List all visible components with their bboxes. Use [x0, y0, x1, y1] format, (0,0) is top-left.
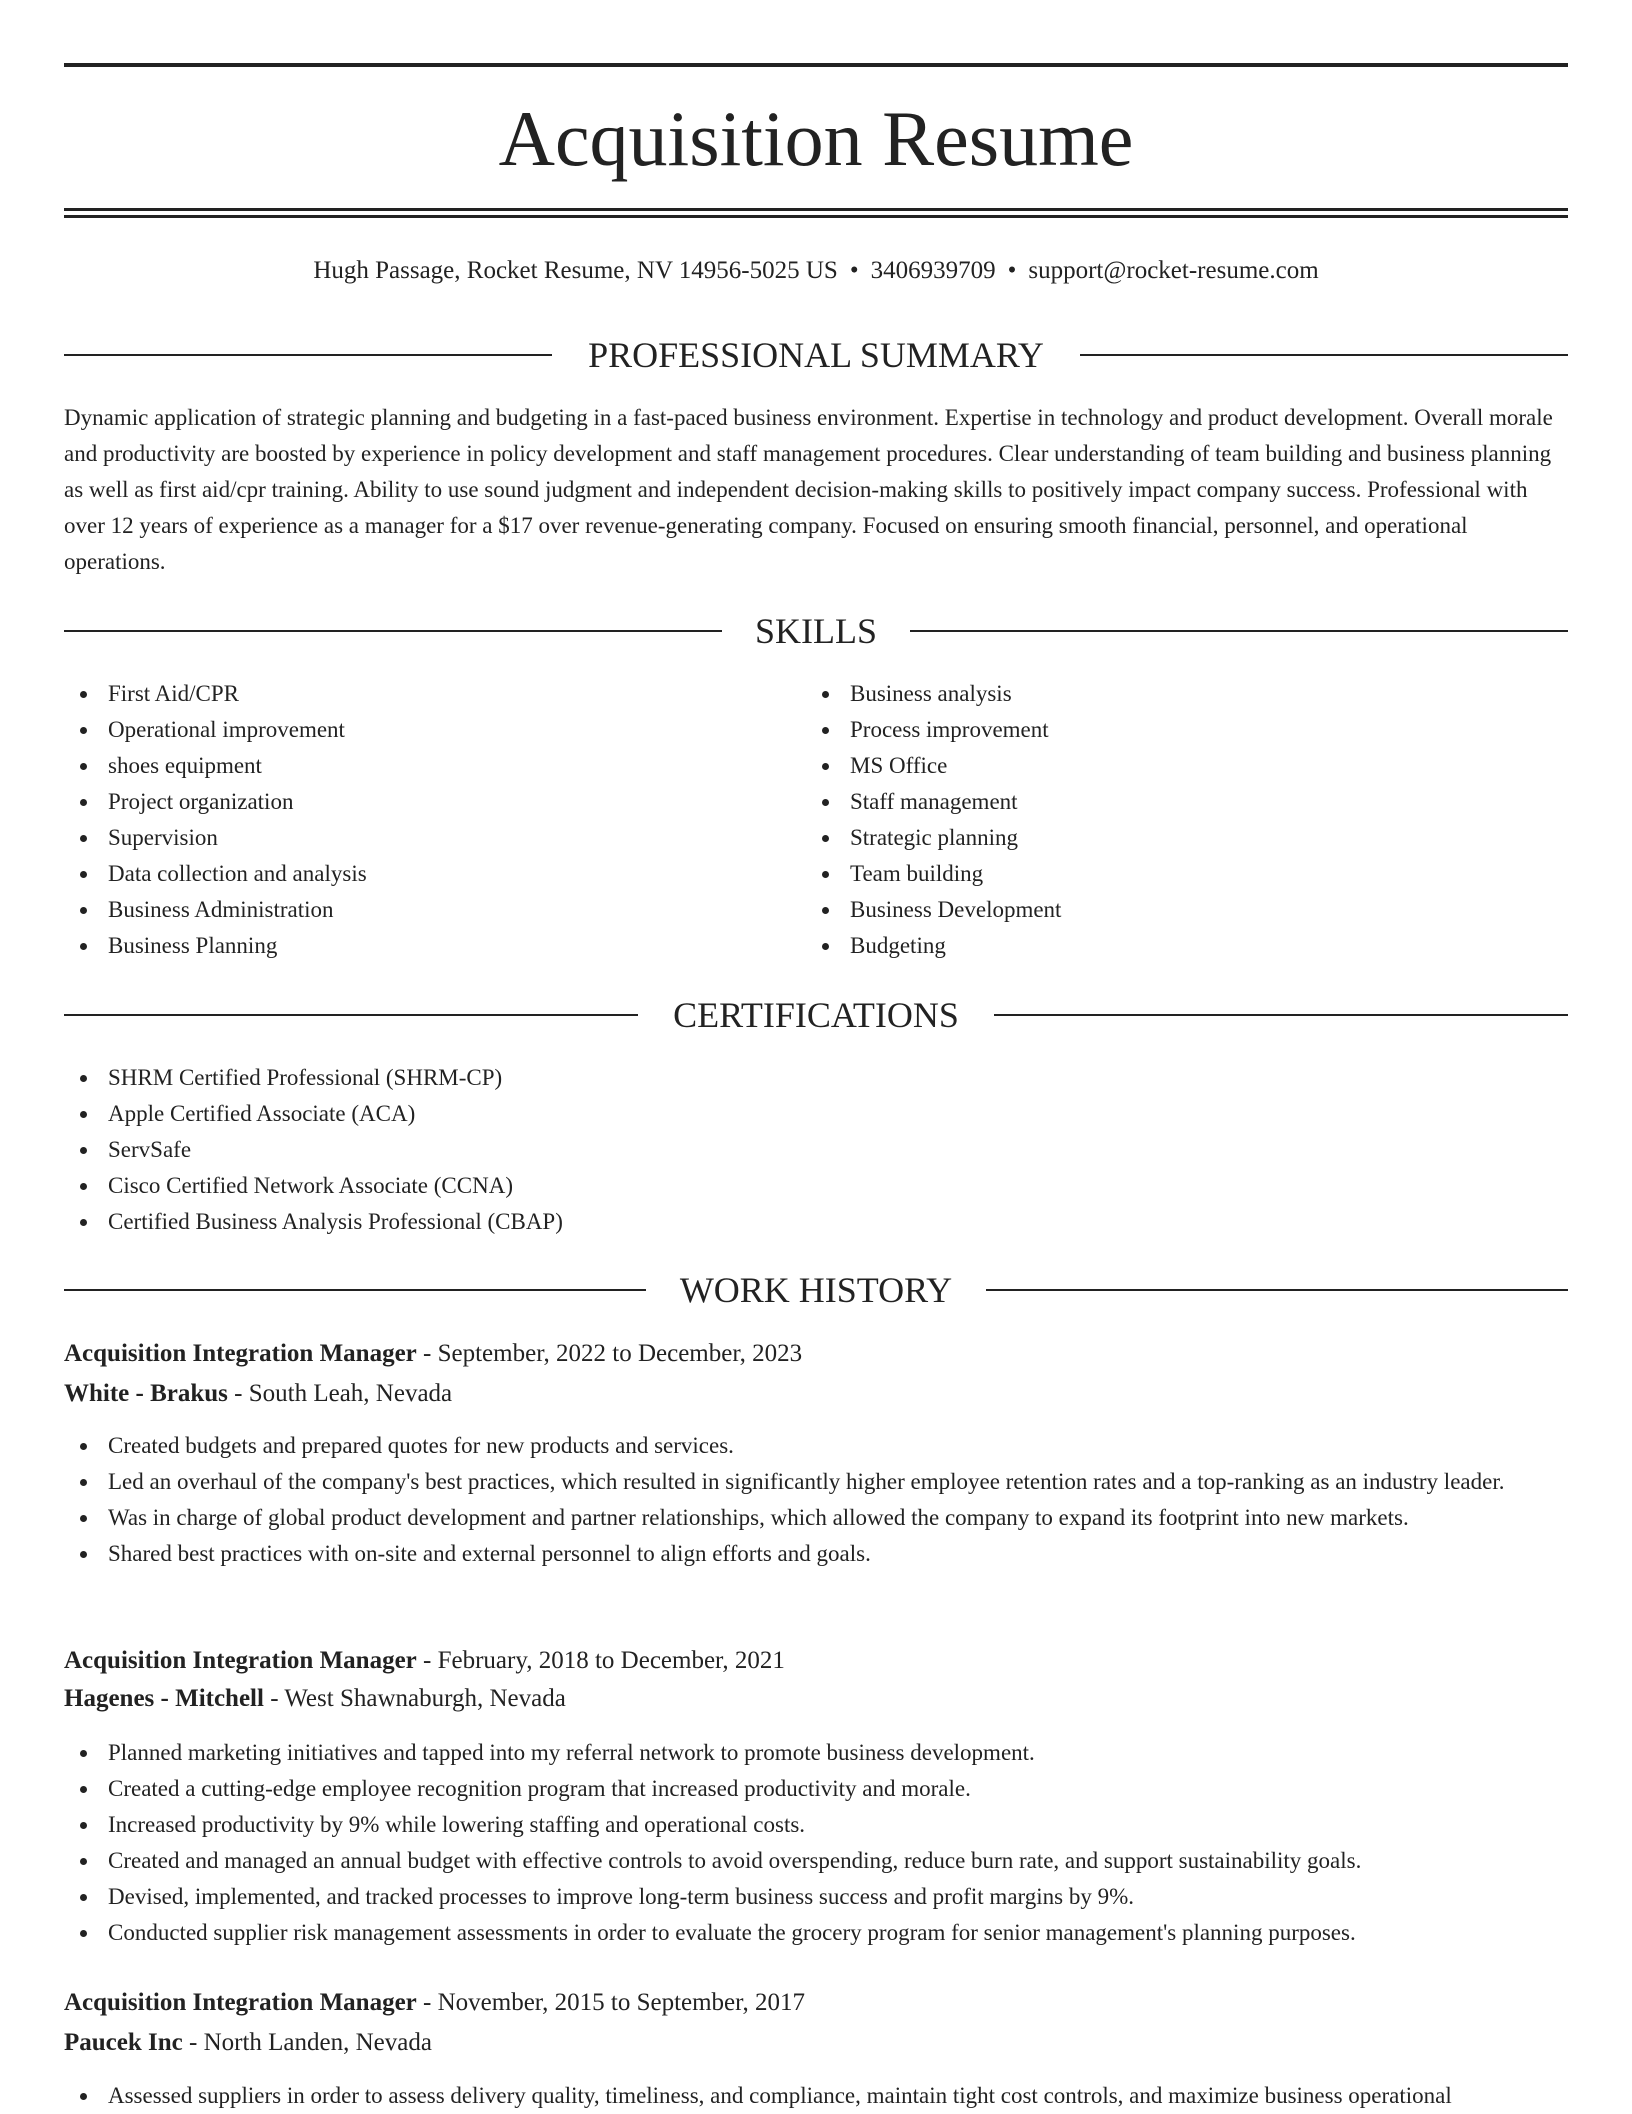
job-heading [64, 1985, 1568, 2021]
contact-email: support@rocket-resume.com [1028, 257, 1319, 284]
skill-item: Budgeting [806, 928, 1566, 964]
certification-item: ServSafe [64, 1132, 1568, 1168]
job-company: Hagenes - Mitchell [64, 1685, 264, 1712]
job-bullet: Shared best practices with on-site and external personnel to align efforts and goals. [64, 1536, 1568, 1572]
skill-item: Strategic planning [806, 820, 1566, 856]
job-location: - South Leah, Nevada [227, 1380, 453, 1407]
contact-address: Hugh Passage, Rocket Resume, NV 14956-5025 US [313, 257, 838, 284]
contact-phone: 3406939709 [870, 257, 996, 284]
job-bullet: Planned marketing initiatives and tapped into my referral network to promote business development. [64, 1735, 1568, 1771]
certification-item: Certified Business Analysis Professional (CBAP) [64, 1204, 1568, 1240]
job-employer [64, 1376, 1568, 1412]
section-heading-certifications [64, 993, 1568, 1037]
job-bullets [64, 2078, 1568, 2114]
job-bullet: Assessed suppliers in order to assess delivery quality, timeliness, and compliance, maintain tight cost controls, and maximize business operational [64, 2078, 1568, 2114]
skill-item: MS Office [806, 748, 1566, 784]
job-bullet: Led an overhaul of the company's best practices, which resulted in significantly higher employee retention rates and a top-ranking as an industry leader. [64, 1464, 1568, 1500]
skill-item: Business Planning [64, 928, 804, 964]
top-rule [64, 63, 1568, 67]
skill-item: Operational improvement [64, 712, 804, 748]
job-bullet: Was in charge of global product development and partner relationships, which allowed the company to expand its footprint into new markets. [64, 1500, 1568, 1536]
job-bullet: Conducted supplier risk management assessments in order to evaluate the grocery program for senior management's planning purposes. [64, 1915, 1568, 1951]
skill-item: Supervision [64, 820, 804, 856]
job-title: Acquisition Integration Manager [64, 1647, 417, 1674]
certification-item: Apple Certified Associate (ACA) [64, 1096, 1568, 1132]
skills-list-right [806, 676, 1566, 964]
skill-item: Process improvement [806, 712, 1566, 748]
skill-item: Team building [806, 856, 1566, 892]
section-rule [994, 1014, 1568, 1016]
job-heading [64, 1336, 1568, 1372]
skills-list-left [64, 676, 804, 964]
job-employer [64, 2025, 1568, 2061]
skill-item: Business analysis [806, 676, 1566, 712]
job-bullet: Devised, implemented, and tracked processes to improve long-term business success and profit margins by 9%. [64, 1879, 1568, 1915]
section-title: CERTIFICATIONS [673, 995, 959, 1035]
job-location: - North Landen, Nevada [182, 2029, 432, 2056]
contact-separator: • [1007, 257, 1017, 284]
skill-item: Business Administration [64, 892, 804, 928]
section-rule [1080, 354, 1568, 356]
skill-item: First Aid/CPR [64, 676, 804, 712]
skill-item: shoes equipment [64, 748, 804, 784]
section-rule [910, 630, 1568, 632]
section-title: WORK HISTORY [679, 1270, 953, 1310]
section-heading-summary [64, 333, 1568, 377]
certification-item: Cisco Certified Network Associate (CCNA) [64, 1168, 1568, 1204]
section-rule [986, 1289, 1568, 1291]
job-location: - West Shawnaburgh, Nevada [263, 1685, 566, 1712]
section-heading-work-history [64, 1268, 1568, 1312]
job-bullet: Created a cutting-edge employee recognition program that increased productivity and morale. [64, 1771, 1568, 1807]
contact-separator: • [849, 257, 859, 284]
job-bullet: Created and managed an annual budget with effective controls to avoid overspending, reduce burn rate, and support sustainability goals. [64, 1843, 1568, 1879]
section-title: PROFESSIONAL SUMMARY [588, 335, 1044, 375]
job-bullets [64, 1428, 1568, 1572]
title-double-rule [64, 208, 1568, 218]
certification-item: SHRM Certified Professional (SHRM-CP) [64, 1060, 1568, 1096]
job-bullets [64, 1735, 1568, 1951]
job-title: Acquisition Integration Manager [64, 1340, 417, 1367]
job-title: Acquisition Integration Manager [64, 1989, 417, 2016]
job-company: Paucek Inc [64, 2029, 183, 2056]
contact-line [64, 254, 1568, 288]
skill-item: Staff management [806, 784, 1566, 820]
job-heading [64, 1643, 1568, 1679]
certifications-list [64, 1060, 1568, 1240]
job-dates: - September, 2022 to December, 2023 [416, 1340, 803, 1367]
summary-text: Dynamic application of strategic planning and budgeting in a fast-paced business environment. Expertise in technology and product development. Overall morale and productivity are boosted by experience in policy development and staff management procedures. Clear understanding of team building and business planning as well as first aid/cpr training. Ability to use sound judgment and independent decision-making skills to positively impact company success. Professional with over 12 years of experience as a manager for a $17 over revenue-generating company. Focused on ensuring smooth financial, personnel, and operational operations. [64, 405, 1553, 574]
skill-item: Data collection and analysis [64, 856, 804, 892]
job-dates: - February, 2018 to December, 2021 [416, 1647, 785, 1674]
section-title: SKILLS [754, 611, 877, 651]
job-company: White - Brakus [64, 1380, 228, 1407]
page-title: Acquisition Resume [498, 95, 1134, 182]
job-bullet: Created budgets and prepared quotes for new products and services. [64, 1428, 1568, 1464]
job-employer [64, 1681, 1568, 1717]
skill-item: Project organization [64, 784, 804, 820]
section-heading-skills [64, 609, 1568, 653]
skill-item: Business Development [806, 892, 1566, 928]
job-dates: - November, 2015 to September, 2017 [416, 1989, 805, 2016]
job-bullet: Increased productivity by 9% while lowering staffing and operational costs. [64, 1807, 1568, 1843]
